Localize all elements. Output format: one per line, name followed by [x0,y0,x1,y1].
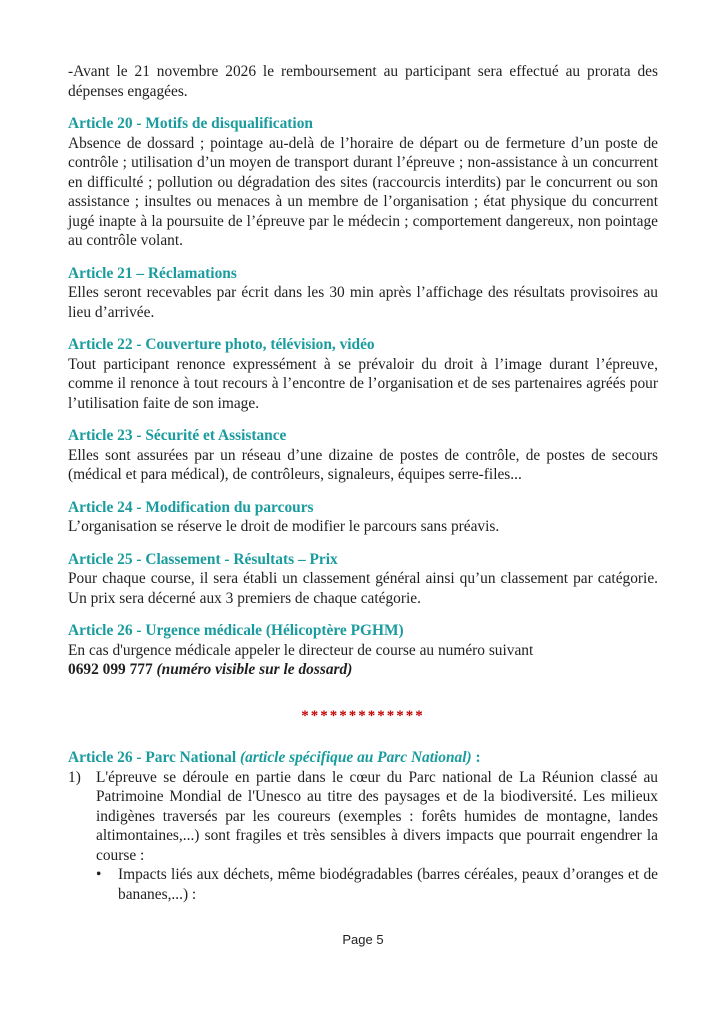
article-25-body: Pour chaque course, il sera établi un classement général ainsi qu’un classement par catégorie. Un prix sera décerné aux 3 premiers de chaque catégorie. [68,570,658,607]
article-26-parc-heading [68,748,658,768]
emergency-phone-line [68,660,658,680]
article-21-section [68,264,658,323]
bullet-item-text: Impacts liés aux déchets, même biodégradables (barres céréales, peaux d’oranges et de bananes,...) : [118,866,658,903]
numbered-item-text: L'épreuve se déroule en partie dans le cœur du Parc national de La Réunion classé au Patrimoine Mondial de l'Unesco au titre des paysages et de la biodiversité. Les milieux indigènes traversés par les coureurs (exemples : forêts humides de montagne, landes altimontaines,...) sont fragiles et très sensibles à divers impacts que pourrait engendrer la course : [96,768,658,864]
bullet-icon: • [96,866,102,883]
article-25-section [68,550,658,609]
article-23-body: Elles sont assurées par un réseau d’une dizaine de postes de contrôle, de postes de secours (médical et para médical), de contrôleurs, signaleurs, équipes serre-files... [68,446,658,483]
article-22-body: Tout participant renonce expressément à se prévaloir du droit à l’image durant l’épreuve, comme il renonce à tout recours à l’encontre de l’organisation et de ses partenaires agréés pour l’utilisation faite de son image. [68,355,658,412]
list-number: 1) [68,768,81,786]
asterisk-separator: ************* [301,707,425,724]
article-24-body: L’organisation se réserve le droit de modifier le parcours sans préavis. [68,518,500,535]
article-23-heading: Article 23 - Sécurité et Assistance [68,427,287,444]
article-24-section [68,498,658,537]
emergency-phone-note: (numéro visible sur le dossard) [152,661,353,678]
article-21-body: Elles seront recevables par écrit dans les 30 min après l’affichage des résultats provisoires au lieu d’arrivée. [68,284,658,321]
intro-paragraph: -Avant le 21 novembre 2026 le remboursement au participant sera effectué au prorata des dépenses engagées. [68,63,658,100]
article-26-urgence-section [68,621,658,680]
parc-heading-main: Article 26 - Parc National [68,749,240,766]
article-24-heading: Article 24 - Modification du parcours [68,498,314,516]
article-20-body: Absence de dossard ; pointage au-delà de l’horaire de départ ou de fermeture d’un poste de contrôle ; utilisation d’un moyen de transport durant l’épreuve ; non-assistance à un concurrent en difficulté ; pollution ou dégradation des sites (raccourcis interdits) par le concurrent ou son assistance ; insultes ou menaces à un membre de l’organisation ; état physique du concurrent jugé inapte à la poursuite de l’épreuve par le médecin ; comportement dangereux, non pointage au contrôle volant. [68,134,658,249]
article-20-heading: Article 20 - Motifs de disqualification [68,115,313,132]
article-26-parc-section [68,748,658,904]
numbered-list-item-1 [68,768,658,866]
parc-heading-italic: (article spécifique au Parc National) [239,749,472,766]
article-26-urgence-heading: Article 26 - Urgence médicale (Hélicoptère PGHM) [68,622,404,639]
article-25-heading: Article 25 - Classement - Résultats – Prix [68,550,338,568]
article-20-section [68,114,658,251]
article-23-section [68,426,658,485]
page-number: Page 5 [342,932,384,947]
article-21-heading: Article 21 – Réclamations [68,264,237,282]
parc-heading-colon: : [471,749,481,766]
article-22-section [68,335,658,413]
article-26-urgence-body: En cas d'urgence médicale appeler le directeur de course au numéro suivant [68,641,534,659]
article-22-heading: Article 22 - Couverture photo, télévision, vidéo [68,336,375,353]
bullet-list-item-1 [96,865,658,904]
emergency-phone-number: 0692 099 777 [68,661,153,678]
page-footer [68,930,658,950]
